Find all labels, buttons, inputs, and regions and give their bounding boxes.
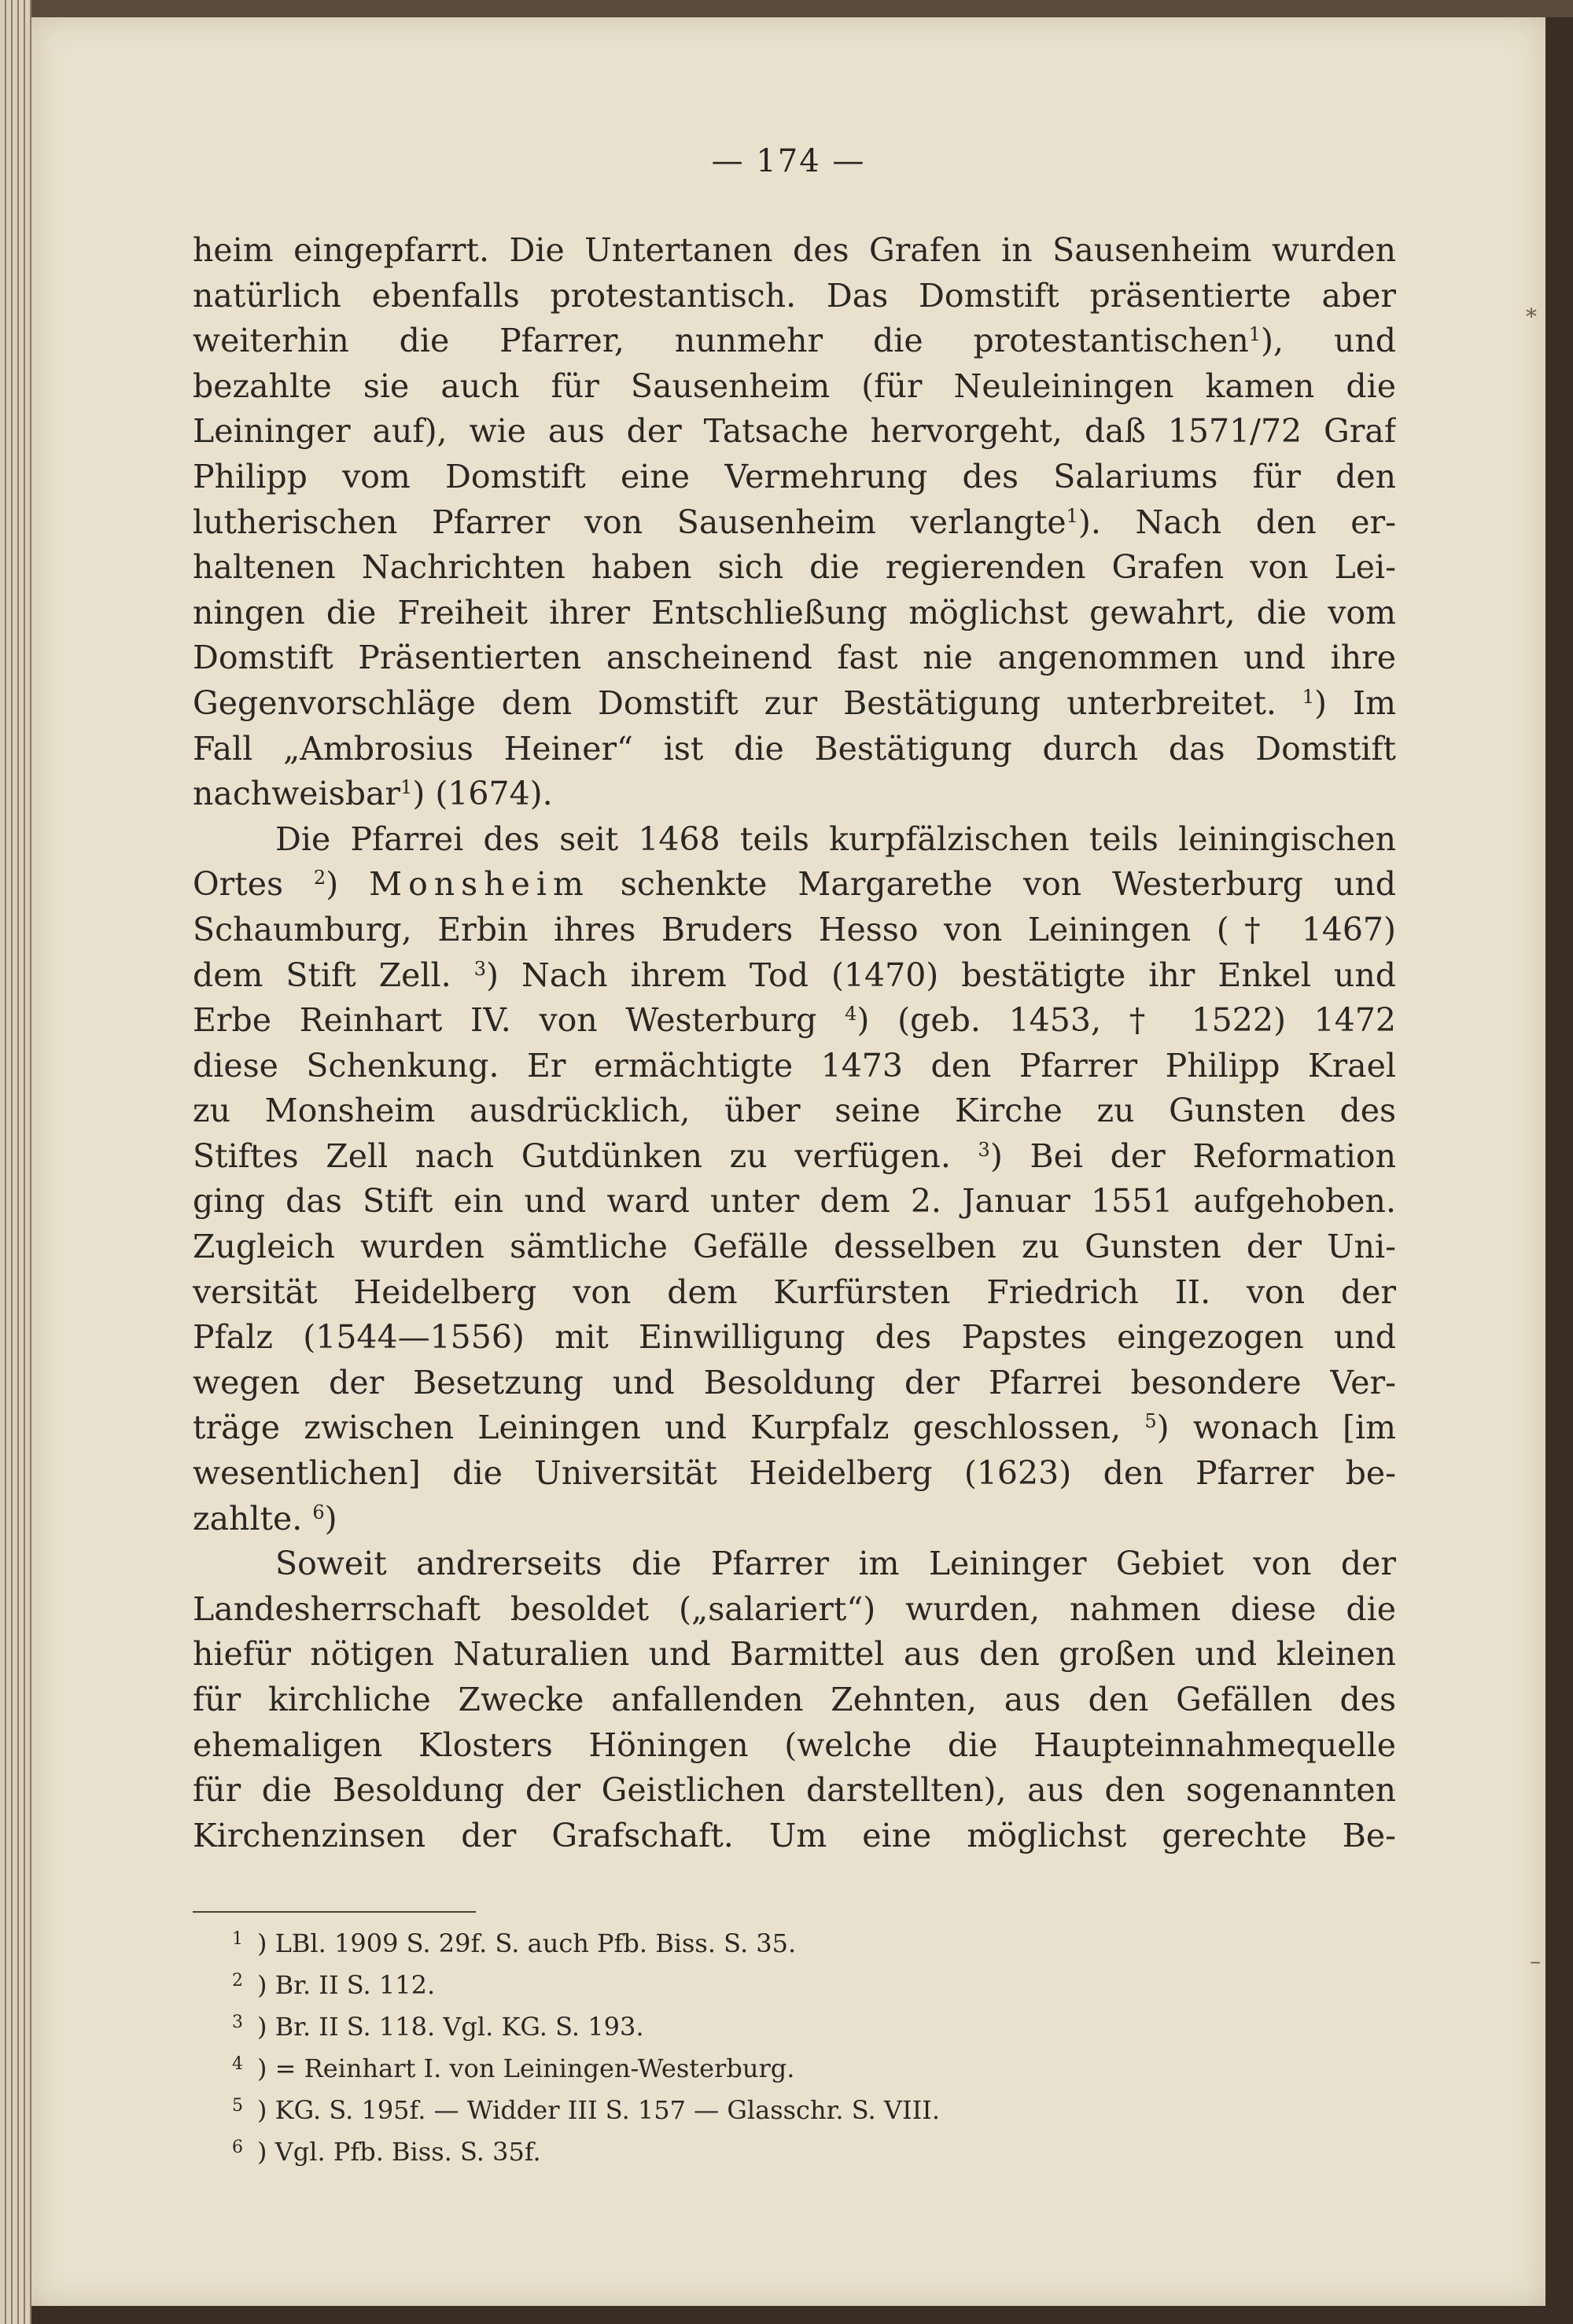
footnote-separator (193, 1911, 476, 1913)
footnote-ref: 5 (1144, 1410, 1157, 1433)
footnote-ref: 2 (313, 867, 326, 889)
text-line: Die Pfarrei des seit 1468 teils kurpfälzischen teils leiningischen (275, 819, 1396, 858)
footnote-ref: 1 (1066, 504, 1078, 527)
footnote-ref: 1 (1302, 685, 1315, 708)
text-line: Schaumburg, Erbin ihres Bruders Hesso von Leiningen († 1467) (193, 910, 1396, 948)
footnote-ref: 3 (978, 1138, 990, 1161)
text-line: ehemaligen Klosters Höningen (welche die Haupteinnahmequelle (193, 1726, 1396, 1764)
text-line: Soweit andrerseits die Pfarrer im Leininger Gebiet von der (275, 1545, 1396, 1583)
footnote-ref: 4 (845, 1003, 857, 1026)
footnote-ref: 1 (400, 776, 413, 799)
text-line: Pfalz (1544—1556) mit Einwilligung des Papstes eingezogen und (193, 1318, 1396, 1357)
text-line: Domstift Präsentierten anscheinend fast nie angenommen und ihre (193, 639, 1396, 677)
text-line: nachweisbar$^1$) (1674). (193, 775, 553, 813)
text-line: Ortes $^2$) Monsheim schenkte Margarethe von Westerburg und (193, 865, 1396, 904)
text-line: zahlte. $^6$) (193, 1499, 337, 1538)
text-line: Kirchenzinsen der Grafschaft. Um eine möglichst gerechte Be- (193, 1816, 1396, 1854)
text-line: weiterhin die Pfarrer, nunmehr die protestantischen$^1$), und (193, 322, 1396, 360)
text-line: hiefür nötigen Naturalien und Barmittel aus den großen und kleinen (193, 1635, 1396, 1674)
text-line: wesentlichen] die Universität Heidelberg (1623) den Pfarrer be- (193, 1454, 1396, 1493)
emphasized-place-name: Monsheim (369, 865, 590, 904)
book-page-edges (0, 0, 31, 2324)
text-line: zu Monsheim ausdrücklich, über seine Kirche zu Gunsten des (193, 1092, 1396, 1130)
margin-ink-mark: – (1530, 1948, 1541, 1974)
text-line: für die Besoldung der Geistlichen darstellten), aus den sogenannten (193, 1771, 1396, 1810)
text-line: versität Heidelberg von dem Kurfürsten Friedrich II. von der (193, 1272, 1396, 1311)
text-line: natürlich ebenfalls protestantisch. Das Domstift präsentierte aber (193, 276, 1396, 315)
text-line: heim eingepfarrt. Die Untertanen des Grafen in Sausenheim wurden (193, 231, 1396, 269)
footnotes (232, 1921, 1254, 2171)
text-line: Fall „Ambrosius Heiner“ ist die Bestätigung durch das Domstift (193, 729, 1396, 768)
text-line: Erbe Reinhart IV. von Westerburg $^4$) (geb. 1453, † 1522) 1472 (193, 1001, 1396, 1040)
text-line: diese Schenkung. Er ermächtigte 1473 den Pfarrer Philipp Krael (193, 1046, 1396, 1085)
margin-ink-mark: ⁎ (1526, 296, 1537, 322)
text-line: Philipp vom Domstift eine Vermehrung des Salariums für den (193, 457, 1396, 495)
text-line: Stiftes Zell nach Gutdünken zu verfügen. $^3$) Bei der Reformation (193, 1136, 1396, 1175)
text-line: Gegenvorschläge dem Domstift zur Bestätigung unterbreitet. $^1$) Im (193, 683, 1396, 722)
body-text (193, 228, 1396, 1858)
text-line: lutherischen Pfarrer von Sausenheim verlangte$^1$). Nach den er- (193, 503, 1396, 541)
text-line: bezahlte sie auch für Sausenheim (für Neuleiningen kamen die (193, 366, 1396, 405)
footnote: 3 ) Br. II S. 118. Vgl. KG. S. 193. (232, 2012, 644, 2042)
text-line: ging das Stift ein und ward unter dem 2. Januar 1551 aufgehoben. (193, 1182, 1396, 1221)
book-top-edge (0, 0, 1573, 17)
text-line: haltenen Nachrichten haben sich die regierenden Grafen von Lei- (193, 548, 1396, 587)
text-line: dem Stift Zell. $^3$) Nach ihrem Tod (1470) bestätigte ihr Enkel und (193, 956, 1396, 994)
text-line: träge zwischen Leiningen und Kurpfalz geschlossen, $^5$) wonach [im (193, 1409, 1396, 1447)
text-line: wegen der Besetzung und Besoldung der Pfarrei besondere Ver- (193, 1363, 1396, 1401)
page-number: — 174 — (711, 143, 866, 179)
footnote: 6 ) Vgl. Pfb. Biss. S. 35f. (232, 2137, 541, 2167)
footnote-ref: 3 (473, 957, 486, 980)
text-line: Leininger auf), wie aus der Tatsache hervorgeht, daß 1571/72 Graf (193, 412, 1396, 451)
footnote: 2 ) Br. II S. 112. (232, 1970, 436, 2000)
document-page (31, 17, 1545, 2306)
footnote: 1 ) LBl. 1909 S. 29f. S. auch Pfb. Biss. S. 35. (232, 1928, 797, 1958)
footnote-ref: 1 (1248, 323, 1262, 346)
footnote: 4 ) = Reinhart I. von Leiningen-Westerburg. (232, 2053, 795, 2083)
footnote: 5 ) KG. S. 195f. — Widder III S. 157 — Glasschr. S. VIII. (232, 2095, 941, 2125)
text-line: ningen die Freiheit ihrer Entschließung möglichst gewahrt, die vom (193, 593, 1396, 632)
text-line: Zugleich wurden sämtliche Gefälle desselben zu Gunsten der Uni- (193, 1228, 1396, 1266)
text-line: Landesherrschaft besoldet („salariert“) wurden, nahmen diese die (193, 1589, 1396, 1628)
text-line: für kirchliche Zwecke anfallenden Zehnten, aus den Gefällen des (193, 1681, 1396, 1718)
footnote-ref: 6 (312, 1501, 325, 1523)
